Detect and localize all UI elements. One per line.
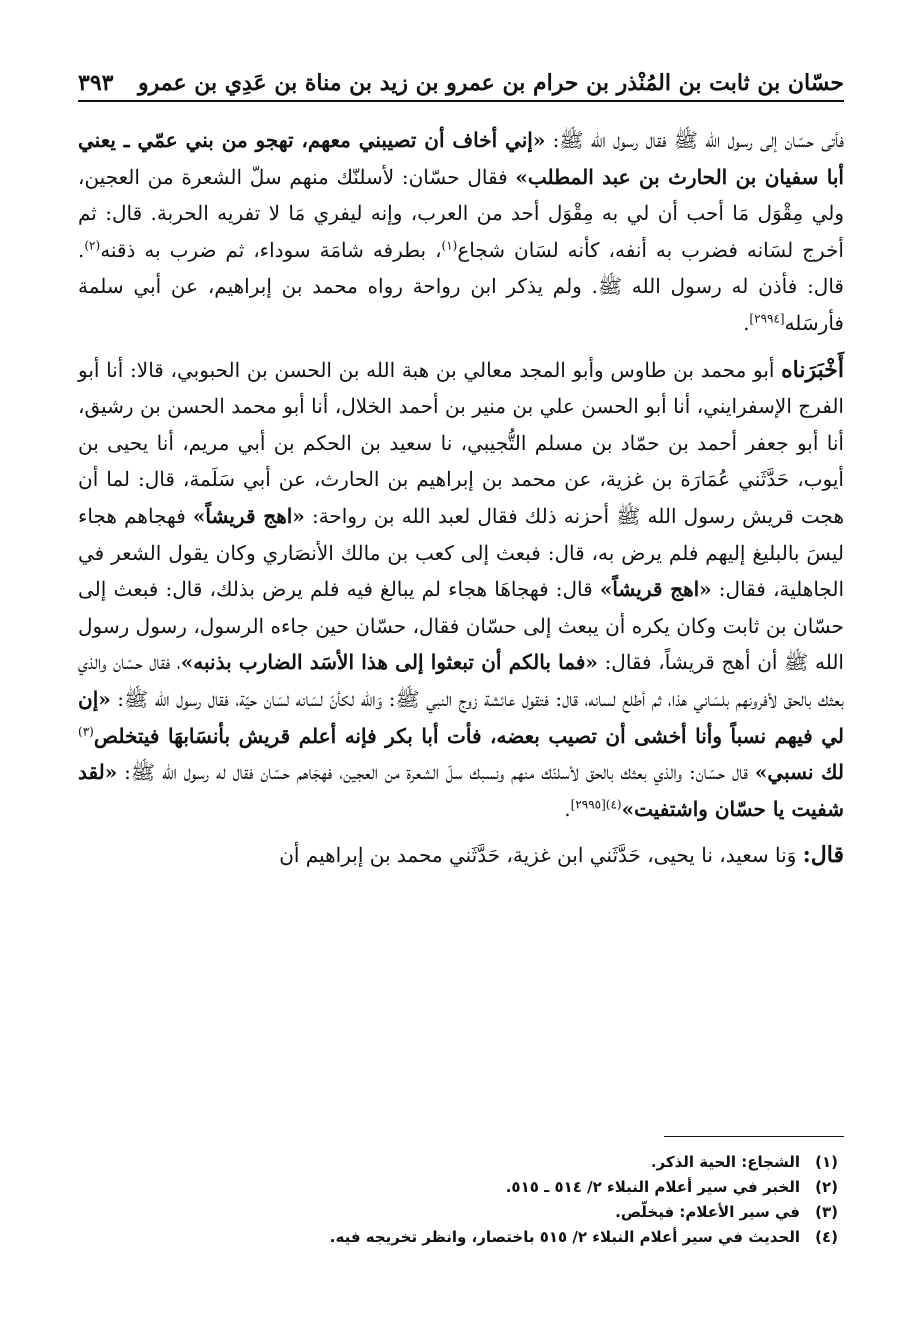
paragraph-2 (78, 352, 844, 828)
text-run: فقال حسّان: لأسلنّك منهم سلّ الشعرة من العجين، ولي مِقْوَل مَا أحب أن لي به مِقْوَل أحد من العرب، وإنه ليفري مَا لا تفريه الحربة. قال: ثم أخرج لسَانه فضرب به أنفه، كأنه لسَان شجاع (78, 164, 844, 262)
main-text (78, 122, 844, 884)
page-number: ٣٩٣ (78, 70, 114, 96)
footnote-text: الشجاع: الحية الذكر. (650, 1153, 800, 1171)
text-run: . قال: فأذن له رسول الله ﷺ. ولم يذكر ابن رواحة رواه محمد بن إبراهيم، عن أبي سلمة فأرسَله (78, 237, 844, 335)
paragraph-lead-word: قال: (802, 842, 844, 869)
footnote-text: الحديث في سير أعلام النبلاء ٢/ ٥١٥ باختصار، وانظر تخريجه فيه. (329, 1228, 800, 1246)
text-run: ، فقال حسّان والذي بعثك بالحق لأفرونهم بلسَاني هذا، ثم أطلع لسانه، قال: فتقول عائشة زوج النبي ﷺ: وَالله لكأنّ لسَانه لسَان حيّة، فقال رسول الله ﷺ: (78, 650, 844, 711)
hadith-quote: «فما بالكم أن تبعثوا إلى هذا الأسَد الضارب بذنبه» (180, 650, 598, 675)
paragraph-1 (78, 122, 844, 342)
footnote-rule (664, 1136, 844, 1137)
paragraph-3 (78, 837, 844, 874)
hadith-quote: «إني أخاف أن تصيبني معهم، تهجو من بني عمّي ـ يعني أبا سفيان بن الحارث بن عبد المطلب» (78, 128, 844, 189)
text-run: ، بطرفه شامَة سوداء، ثم ضرب به ذقنه (100, 237, 442, 262)
text-run: قال: فهجاهَا هجاء لم يبالغ فيه فلم يرض بذلك، قال: فبعث إلى حسّان بن ثابت وكان يكره أن يبعث إلى حسّان فقال، حسّان حين جاءه الرسول، رسول رسول الله ﷺ أن أهج قريشاً، فقال: (78, 577, 844, 675)
text-run: . (743, 310, 750, 335)
footnotes (78, 1150, 838, 1250)
hadith-quote: لك نسبي» (754, 760, 844, 785)
hadith-quote: «إن لي فيهم نسباً وأنا أخشى أن تصيب بعضه، فأت أبا بكر فإنه أعلم قريش بأنسَابهَا فيتخلص (78, 686, 844, 748)
hadith-quote: «اهج قريشاً» (192, 503, 305, 528)
footnote-ref-3[interactable]: (٣) (78, 723, 94, 738)
footnote (78, 1175, 838, 1200)
hadith-quote: «لقد شفيت يا حسّان واشتفيت» (78, 760, 844, 821)
paragraph-lead-word: أَخْبَرَناه (781, 356, 844, 383)
footnote-ref-2[interactable]: (٢) (84, 238, 101, 253)
text-run: فأتى حسّان إلى رسول الله ﷺ فقال رسول الله ﷺ: (545, 128, 845, 152)
hadith-quote: «اهج قريشاً» (599, 577, 712, 602)
text-run: . (564, 796, 571, 821)
footnote-ref-1[interactable]: (١) (441, 238, 458, 253)
running-head-title: حسّان بن ثابت بن المُنْذر بن حرام بن عمرو بن زيد بن مناة بن عَدِي بن عمرو (137, 70, 844, 96)
footnote (78, 1150, 838, 1175)
footnote-number: (٣) (815, 1203, 838, 1221)
footnote-ref-4[interactable]: (٤) (605, 797, 622, 812)
footnote-text: الخبر في سير أعلام النبلاء ٢/ ٥١٤ ـ ٥١٥. (505, 1178, 800, 1196)
footnote-number: (١) (815, 1153, 838, 1171)
footnote-text: في سير الأعلام: فيخلّص. (615, 1203, 800, 1221)
footnote (78, 1225, 838, 1250)
text-run: قال حسّان: والذي بعثك بالحق لأسلنّك منهم ونسبك سلّ الشعرة من العجين، فهجَاهم حسّان فقال له رسول الله ﷺ: (117, 760, 755, 785)
text-run: فهجاهم هجاء ليسَ بالبليغ إليهم فلم يرض به، قال: فبعث إلى كعب بن مالك الأنصَاري وكان يقول الشعر في الجاهلية، فقال: (78, 503, 844, 602)
footnote-number: (٤) (815, 1228, 838, 1246)
footnote (78, 1200, 838, 1225)
header-rule (78, 100, 844, 102)
text-run: وَنا سعيد، نا يحيى، حَدَّثَني ابن غزية، حَدَّثَني محمد بن إبراهيم أن (279, 843, 803, 868)
running-head (78, 60, 844, 96)
hadith-number: [٢٩٩٥] (570, 797, 606, 812)
hadith-number: [٢٩٩٤] (749, 311, 785, 326)
text-run: أبو محمد بن طاوس وأبو المجد معالي بن هبة الله بن الحسن بن الحبوبي، قالا: أنا أبو الفرج الإسفرايني، أنا أبو الحسن علي بن منير بن أحمد الخلال، أنا أبو محمد الحسن بن رشيق، أنا أبو جعفر أحمد بن حمّاد بن مسلم التُّجيبي، نا سعيد بن الحكم بن أبي مريم، أنا يحيى بن أيوب، حَدَّثَني عُمَارَة بن غزية، عن محمد بن إبراهيم بن الحارث، عن أبي سَلَمة، قال: لما أن هجت قريش رسول الله ﷺ أحزنه ذلك فقال لعبد الله بن رواحة: (78, 357, 845, 528)
footnote-number: (٢) (815, 1178, 838, 1196)
